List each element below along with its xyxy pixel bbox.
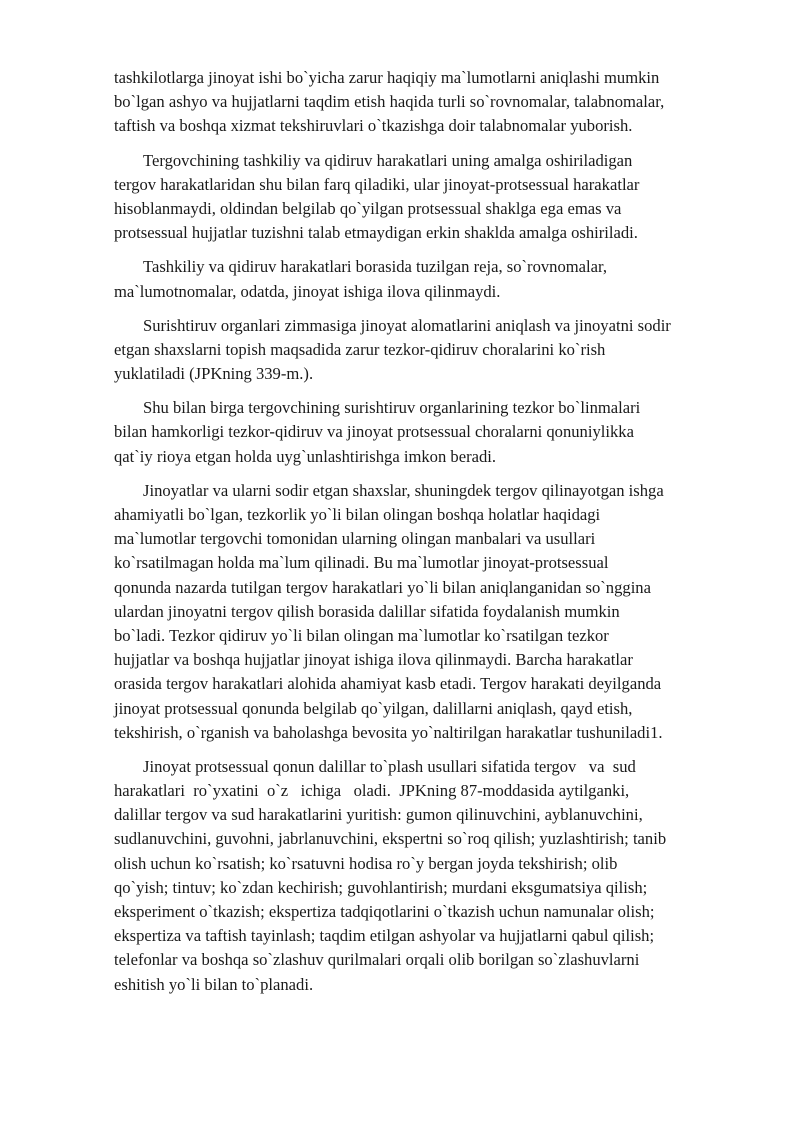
text-line: bo`ladi. Tezkor qidiruv yo`li bilan olingan ma`lumotlar ko`rsatilgan tezkor bbox=[114, 625, 609, 645]
text-line: eksperiment o`tkazish; ekspertiza tadqiqotlarini o`tkazish uchun namunalar olish; bbox=[114, 902, 655, 921]
text-line: Jinoyat protsessual qonun dalillar to`plash usullari sifatida tergov va sud bbox=[143, 756, 636, 776]
paragraph-5 bbox=[114, 396, 745, 469]
text-line: eshitish yo`li bilan to`planadi. bbox=[114, 974, 314, 994]
text-line: olish uchun ko`rsatish; ko`rsatuvni hodisa ro`y bergan joyda tekshirish; olib bbox=[114, 853, 618, 873]
text-line: jinoyat protsessual qonunda belgilab qo`yilgan, dalillarni aniqlash, qayd etish, bbox=[114, 698, 633, 718]
text-line: ahamiyatli bo`lgan, tezkorlik yo`li bilan olingan boshqa holatlar haqidagi bbox=[114, 505, 601, 524]
text-line: tashkilotlarga jinoyat ishi bo`yicha zarur haqiqiy ma`lumotlarni aniqlashi mumkin bbox=[114, 68, 660, 87]
text-line: telefonlar va boshqa so`zlashuv qurilmalari orqali olib borilgan so`zlashuvlarni bbox=[114, 950, 640, 970]
text-line: bo`lgan ashyo va hujjatlarni taqdim etish haqida turli so`rovnomalar, talabnomalar, bbox=[114, 92, 665, 112]
text-line: yuklatiladi (JPKning 339-m.). bbox=[114, 364, 314, 384]
text-line: sudlanuvchini, guvohni, jabrlanuvchini, ekspertni so`roq qilish; yuzlashtirish; tanib bbox=[114, 829, 667, 849]
text-line: qo`yish; tintuv; ko`zdan kechirish; guvohlantirish; murdani eksgumatsiya qilish; bbox=[114, 877, 648, 897]
text-line: etgan shaxslarni topish maqsadida zarur tezkor-qidiruv choralarini ko`rish bbox=[114, 339, 606, 359]
text-line: ma`lumotnomalar, odatda, jinoyat ishiga ilova qilinmaydi. bbox=[114, 281, 501, 301]
text-line: Tashkiliy va qidiruv harakatlari borasida tuzilgan reja, so`rovnomalar, bbox=[143, 257, 608, 277]
text-line: dalillar tergov va sud harakatlarini yuritish: gumon qilinuvchini, ayblanuvchini, bbox=[114, 805, 643, 825]
text-line: orasida tergov harakatlari alohida ahamiyat kasb etadi. Tergov harakati deyilganda bbox=[114, 674, 662, 694]
text-line: protsessual hujjatlar tuzishni talab etmaydigan erkin shaklda amalga oshiriladi. bbox=[114, 223, 638, 243]
paragraph-1 bbox=[114, 66, 745, 139]
text-line: ulardan jinoyatni tergov qilish borasida dalillar sifatida foydalanish mumkin bbox=[114, 601, 620, 621]
paragraph-2 bbox=[114, 149, 745, 246]
text-line: hisoblanmaydi, oldindan belgilab qo`yilgan protsessual shaklga ega emas va bbox=[114, 198, 622, 218]
paragraph-7 bbox=[114, 755, 745, 997]
text-line: taftish va boshqa xizmat tekshiruvlari o`tkazishga doir talabnomalar yuborish. bbox=[114, 116, 633, 136]
text-line: ko`rsatilmagan holda ma`lum qilinadi. Bu ma`lumotlar jinoyat-protsessual bbox=[114, 553, 609, 573]
text-line: tekshirish, o`rganish va baholashga bevosita yo`naltirilgan harakatlar tushuniladi1. bbox=[114, 722, 663, 742]
text-line: tergov harakatlaridan shu bilan farq qiladiki, ular jinoyat-protsessual harakatlar bbox=[114, 174, 640, 194]
paragraph-6 bbox=[114, 479, 745, 745]
text-line: ekspertiza va taftish tayinlash; taqdim etilgan ashyolar va hujjatlarni qabul qilish; bbox=[114, 926, 655, 946]
text-line: qat`iy rioya etgan holda uyg`unlashtirishga imkon beradi. bbox=[114, 446, 497, 466]
paragraph-3 bbox=[114, 255, 745, 303]
text-line: ma`lumotlar tergovchi tomonidan ularning olingan manbalari va usullari bbox=[114, 529, 596, 549]
text-line: harakatlari ro`yxatini o`z ichiga oladi. JPKning 87-moddasida aytilganki, bbox=[114, 781, 630, 801]
text-line: qonunda nazarda tutilgan tergov harakatlari yo`li bilan aniqlanganidan so`nggina bbox=[114, 577, 651, 597]
text-line: Jinoyatlar va ularni sodir etgan shaxslar, shuningdek tergov qilinayotgan ishga bbox=[143, 480, 664, 500]
text-line: Shu bilan birga tergovchining surishtiruv organlarining tezkor bo`linmalari bbox=[143, 398, 641, 418]
text-line: Surishtiruv organlari zimmasiga jinoyat alomatlarini aniqlash va jinoyatni sodir bbox=[143, 315, 671, 335]
text-line: hujjatlar va boshqa hujjatlar jinoyat ishiga ilova qilinmaydi. Barcha harakatlar bbox=[114, 650, 633, 670]
text-line: Tergovchining tashkiliy va qidiruv harakatlari uning amalga oshiriladigan bbox=[143, 150, 633, 170]
paragraph-4 bbox=[114, 314, 745, 387]
text-line: bilan hamkorligi tezkor-qidiruv va jinoyat protsessual choralarni qonuniylikka bbox=[114, 422, 634, 442]
